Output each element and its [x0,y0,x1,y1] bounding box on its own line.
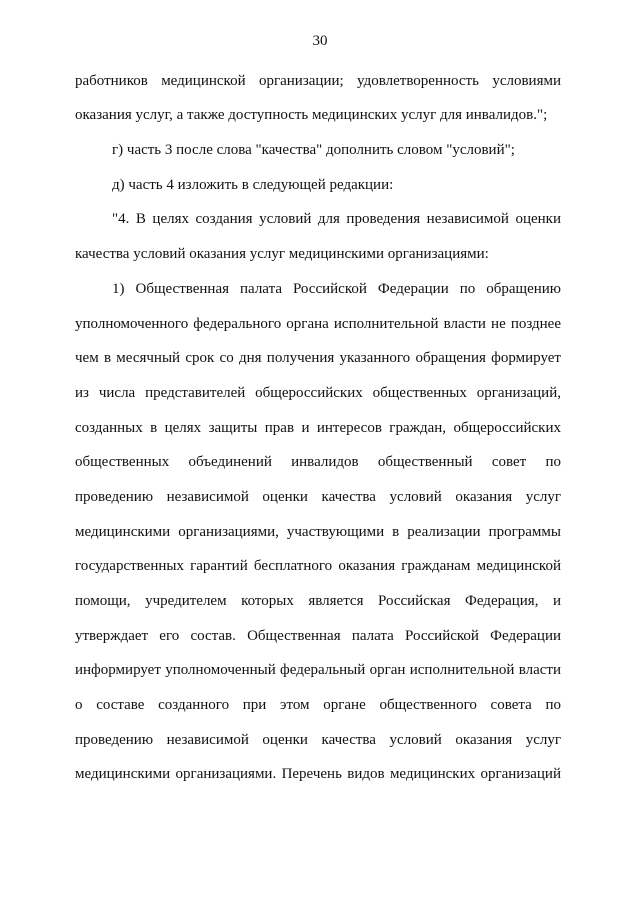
text-line: д) часть 4 изложить в следующей редакции: [112,177,394,193]
text-line: работников медицинской организации; удовлетворенность условиями [75,73,561,89]
text-line: чем в месячный срок со дня получения указанного обращения формирует [75,350,561,366]
text-line: о составе созданного при этом органе общественного совета по [75,697,561,713]
text-line: 1) Общественная палата Российской Федерации по обращению [112,281,561,297]
text-line: медицинскими организациями, участвующими в реализации программы [75,524,561,540]
text-line: качества условий оказания услуг медицинскими организациями: [75,246,489,262]
text-line: г) часть 3 после слова "качества" дополнить словом "условий"; [112,142,515,158]
text-line: оказания услуг, а также доступность медицинских услуг для инвалидов."; [75,107,548,123]
text-line: проведению независимой оценки качества условий оказания услуг [75,489,561,505]
text-line: из числа представителей общероссийских общественных организаций, [75,385,561,401]
text-line: помощи, учредителем которых является Российская Федерация, и [75,593,561,609]
text-line: информирует уполномоченный федеральный орган исполнительной власти [75,662,561,678]
text-line: государственных гарантий бесплатного оказания гражданам медицинской [75,558,561,574]
page-number: 30 [312,33,328,49]
text-line: уполномоченного федерального органа исполнительной власти не позднее [75,316,561,332]
text-line: утверждает его состав. Общественная палата Российской Федерации [75,628,561,644]
text-line: созданных в целях защиты прав и интересов граждан, общероссийских [75,420,561,436]
text-line: проведению независимой оценки качества условий оказания услуг [75,732,561,748]
text-line: "4. В целях создания условий для проведения независимой оценки [112,211,561,227]
text-line: общественных объединений инвалидов общественный совет по [75,454,561,470]
text-line: медицинскими организациями. Перечень видов медицинских организаций [75,766,561,782]
